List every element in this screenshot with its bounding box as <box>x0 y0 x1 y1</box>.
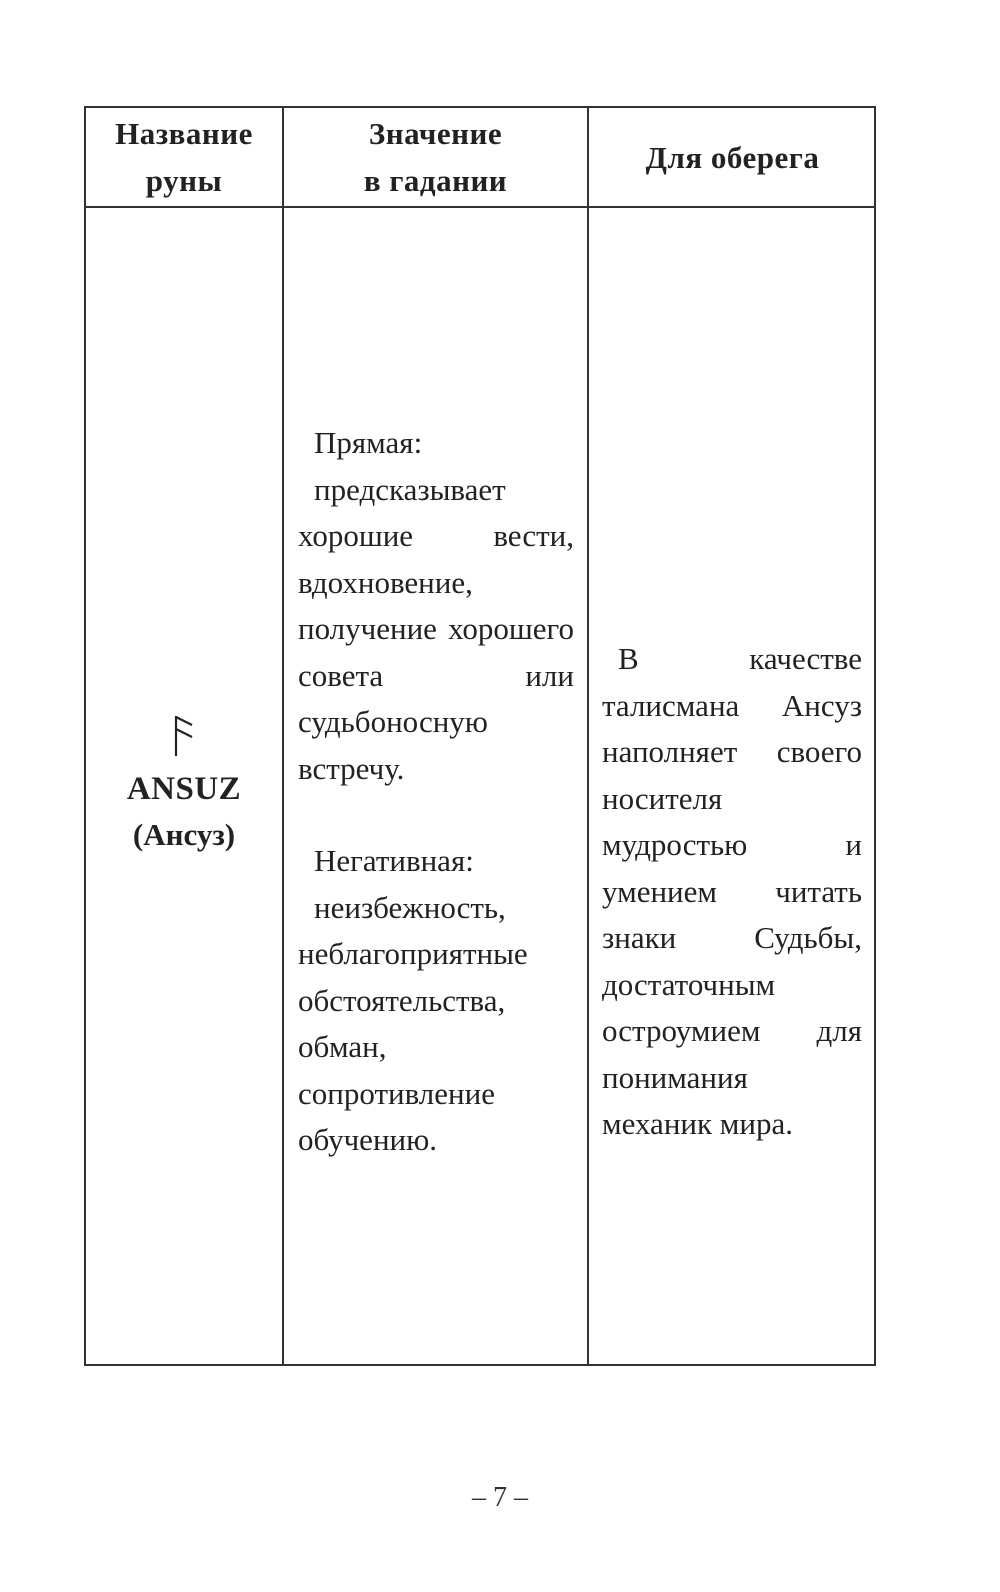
header-rune-name <box>86 108 282 206</box>
ansuz-rune-icon <box>166 714 202 758</box>
meaning-cell <box>298 420 574 1164</box>
page-number: – 7 – <box>472 1482 528 1513</box>
amulet-cell <box>602 636 862 1148</box>
rune-name-cell <box>86 208 282 1364</box>
column-divider <box>587 108 589 1364</box>
rune-name-latin: ANSUZ <box>126 771 242 807</box>
header-line: Для оберега <box>645 139 820 175</box>
header-line: в гадании <box>363 163 508 198</box>
rune-table <box>84 106 876 1366</box>
upright-text: предсказывает хорошие вести, вдохновение, получение хорошего совета или судьбоносную встречу. <box>298 471 574 786</box>
reversed-text: неизбежность, неблагоприятные обстоятельства, обман, сопротивление обучению. <box>298 889 528 1157</box>
paragraph-gap <box>298 792 574 838</box>
upright-label: Прямая: <box>314 425 423 460</box>
header-divination-meaning <box>284 108 587 206</box>
reversed-label: Негативная: <box>314 843 474 878</box>
header-line: руны <box>145 163 223 198</box>
header-line: Значение <box>368 116 503 151</box>
header-amulet <box>589 108 876 206</box>
column-divider <box>282 108 284 1364</box>
amulet-text: В качестве талисмана Ансуз наполняет своего носителя мудростью и умением читать знаки Судьбы, достаточным остроумием для понимания механик мира. <box>602 641 862 1141</box>
header-line: Название <box>115 116 253 151</box>
rune-name-russian: (Ансуз) <box>132 817 236 852</box>
table-header-row <box>86 108 874 208</box>
